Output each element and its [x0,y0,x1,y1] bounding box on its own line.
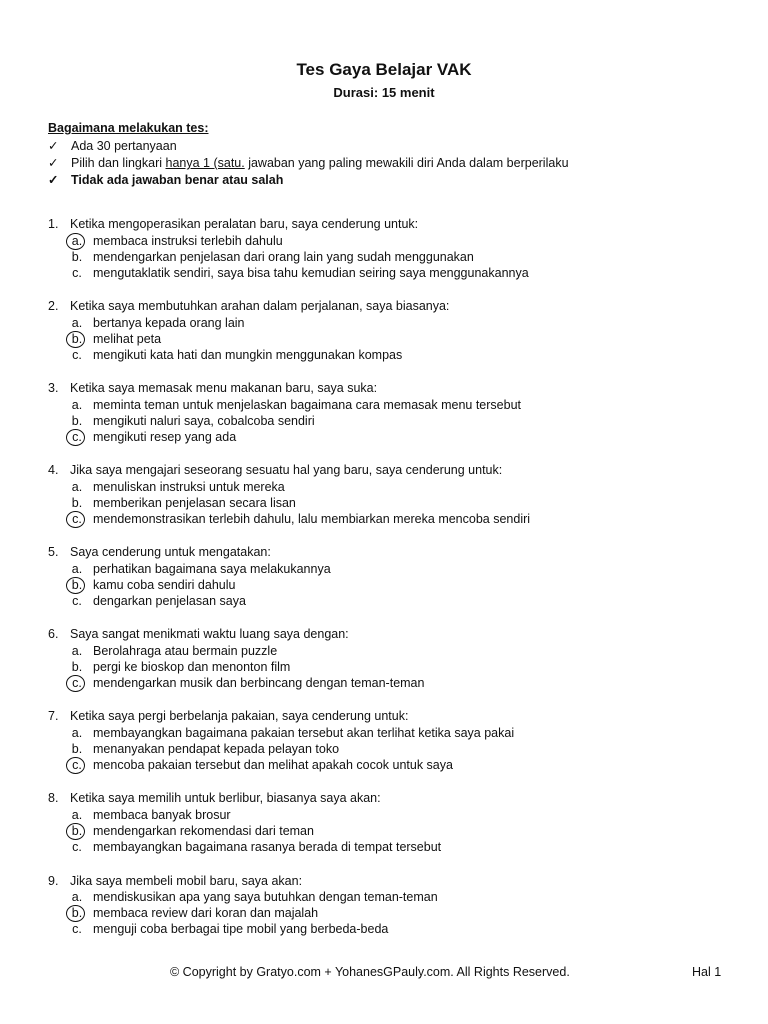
question-line [48,216,738,233]
question-number: 5. [48,545,59,560]
question-line [48,462,738,479]
option-text: mendengarkan penjelasan dari orang lain yang sudah menggunakan [93,249,474,264]
answer-option[interactable] [48,347,738,363]
answer-option[interactable] [48,413,738,429]
option-text: mendengarkan rekomendasi dari teman [93,824,314,839]
instruction-text: jawaban yang paling mewakili diri Anda dalam berperilaku [244,156,569,170]
answer-option[interactable] [48,561,738,577]
copyright-text: © Copyright by Gratyo.com + YohanesGPauly.com. All Rights Reserved. [170,965,570,979]
option-letter: c. [72,347,82,362]
answer-option[interactable] [48,823,738,839]
option-letter: c. [72,594,82,609]
option-letter: a. [71,807,83,822]
question-item [48,380,738,445]
option-text: membaca review dari koran dan majalah [93,906,319,921]
selected-option-letter: a. [69,233,85,249]
answer-option[interactable] [48,593,738,609]
option-text: mengikuti naluri saya, cobalcoba sendiri [93,413,315,428]
option-text: menanyakan pendapat kepada pelayan toko [93,742,340,757]
instructions-heading: Bagaimana melakukan tes: [48,121,209,135]
selected-option-letter: b. [69,823,85,839]
question-text: Jika saya membeli mobil baru, saya akan: [70,873,303,888]
option-text: bertanya kepada orang lain [93,315,245,330]
answer-option[interactable] [48,659,738,675]
selected-option-letter: b. [69,331,85,347]
question-number: 9. [48,873,59,888]
option-text: mengikuti kata hati dan mungkin menggunakan kompas [93,347,403,362]
option-letter: a. [71,315,83,330]
option-text: membayangkan bagaimana rasanya berada di tempat tersebut [93,840,442,855]
answer-option[interactable] [48,479,738,495]
answer-option[interactable] [48,265,738,281]
check-icon: ✓ [48,139,59,153]
question-number: 2. [48,299,59,314]
answer-option[interactable] [48,905,738,921]
option-letter: a. [71,561,83,576]
check-icon: ✓ [48,173,59,187]
option-text: mendiskusikan apa yang saya butuhkan dengan teman-teman [93,890,438,904]
option-text: mendemonstrasikan terlebih dahulu, lalu membiarkan mereka mencoba sendiri [93,512,531,527]
question-item [48,626,738,691]
answer-option[interactable] [48,577,738,593]
question-number: 7. [48,709,59,724]
option-text: perhatikan bagaimana saya melakukannya [93,561,331,576]
option-letter: a. [71,890,83,904]
option-text: membayangkan bagaimana pakaian tersebut akan terlihat ketika saya pakai [93,725,515,740]
instruction-text: Ada 30 pertanyaan [71,139,177,153]
question-line [48,544,738,561]
question-number: 1. [48,217,59,231]
question-item [48,462,738,527]
selected-option-letter: b. [69,905,85,921]
question-item [48,298,738,363]
option-text: pergi ke bioskop dan menonton film [93,660,291,674]
question-line [48,380,738,397]
option-letter: a. [71,725,83,740]
option-text: menguji coba berbagai tipe mobil yang berbeda-beda [93,922,389,937]
option-text: kamu coba sendiri dahulu [93,577,236,592]
option-text: membaca instruksi terlebih dahulu [93,233,283,248]
question-line [48,790,738,807]
question-item [48,216,738,281]
option-text: meminta teman untuk menjelaskan bagaimana cara memasak menu tersebut [93,397,521,412]
question-number: 3. [48,381,59,396]
instructions-section [48,121,569,189]
option-letter: a. [71,479,83,494]
selected-option-letter: c. [69,511,85,527]
answer-option[interactable] [48,725,738,741]
answer-option[interactable] [48,889,738,905]
question-text: Ketika saya memasak menu makanan baru, saya suka: [70,381,378,396]
answer-option[interactable] [48,495,738,511]
answer-option[interactable] [48,331,738,347]
option-letter: a. [71,643,83,658]
question-line [48,708,738,725]
selected-option-letter: c. [69,757,85,773]
option-text: dengarkan penjelasan saya [93,594,246,609]
option-letter: b. [71,742,83,757]
question-line [48,626,738,643]
option-letter: b. [71,249,83,264]
option-text: mencoba pakaian tersebut dan melihat apakah cocok untuk saya [93,758,453,773]
answer-option[interactable] [48,757,738,773]
duration-label: Durasi: 15 menit [333,85,435,100]
answer-option[interactable] [48,315,738,331]
answer-option[interactable] [48,643,738,659]
selected-option-letter: c. [69,675,85,691]
question-item [48,873,738,938]
question-text: Ketika saya pergi berbelanja pakaian, saya cenderung untuk: [70,709,409,724]
instruction-text: Pilih dan lingkari [71,156,166,170]
option-letter: a. [71,397,83,412]
option-letter: c. [72,265,82,280]
option-letter: c. [72,840,82,855]
question-text: Saya cenderung untuk mengatakan: [70,545,271,560]
instruction-underlined-text: hanya 1 (satu. [165,156,245,170]
answer-option[interactable] [48,249,738,265]
question-number: 4. [48,463,59,478]
question-number: 6. [48,627,59,642]
option-text: mengikuti resep yang ada [93,430,237,444]
option-text: mendengarkan musik dan berbincang dengan teman-teman [93,676,425,691]
question-text: Saya sangat menikmati waktu luang saya dengan: [70,627,349,642]
option-text: melihat peta [93,331,162,346]
answer-option[interactable] [48,429,738,445]
option-letter: b. [71,413,83,428]
answer-option[interactable] [48,807,738,823]
option-text: memberikan penjelasan secara lisan [93,495,296,510]
option-letter: b. [71,660,83,674]
page-number: Hal 1 [692,965,722,979]
instruction-item [48,172,569,189]
question-number: 8. [48,791,59,806]
question-line [48,298,738,315]
option-text: membaca banyak brosur [93,807,231,822]
question-line [48,873,738,890]
answer-option[interactable] [48,675,738,691]
question-item [48,708,738,773]
option-text: menuliskan instruksi untuk mereka [93,479,285,494]
answer-option[interactable] [48,921,738,937]
answer-option[interactable] [48,741,738,757]
option-text: Berolahraga atau bermain puzzle [93,643,278,658]
question-list [48,216,738,955]
selected-option-letter: c. [69,429,85,445]
answer-option[interactable] [48,233,738,249]
option-letter: c. [72,922,82,937]
answer-option[interactable] [48,839,738,855]
answer-option[interactable] [48,397,738,413]
page-title: Tes Gaya Belajar VAK [296,60,472,79]
question-text: Ketika mengoperasikan peralatan baru, saya cenderung untuk: [70,217,419,231]
instruction-item [48,138,569,155]
question-text: Ketika saya membutuhkan arahan dalam perjalanan, saya biasanya: [70,299,450,314]
selected-option-letter: b. [69,577,85,593]
option-letter: b. [71,495,83,510]
question-text: Ketika saya memilih untuk berlibur, biasanya saya akan: [70,791,381,806]
question-item [48,790,738,855]
question-item [48,544,738,609]
option-text: mengutaklatik sendiri, saya bisa tahu kemudian seiring saya menggunakannya [93,265,529,280]
answer-option[interactable] [48,511,738,527]
question-text: Jika saya mengajari seseorang sesuatu hal yang baru, saya cenderung untuk: [70,463,503,478]
instruction-item [48,155,569,172]
check-icon: ✓ [48,156,59,170]
instruction-text: Tidak ada jawaban benar atau salah [71,173,284,187]
